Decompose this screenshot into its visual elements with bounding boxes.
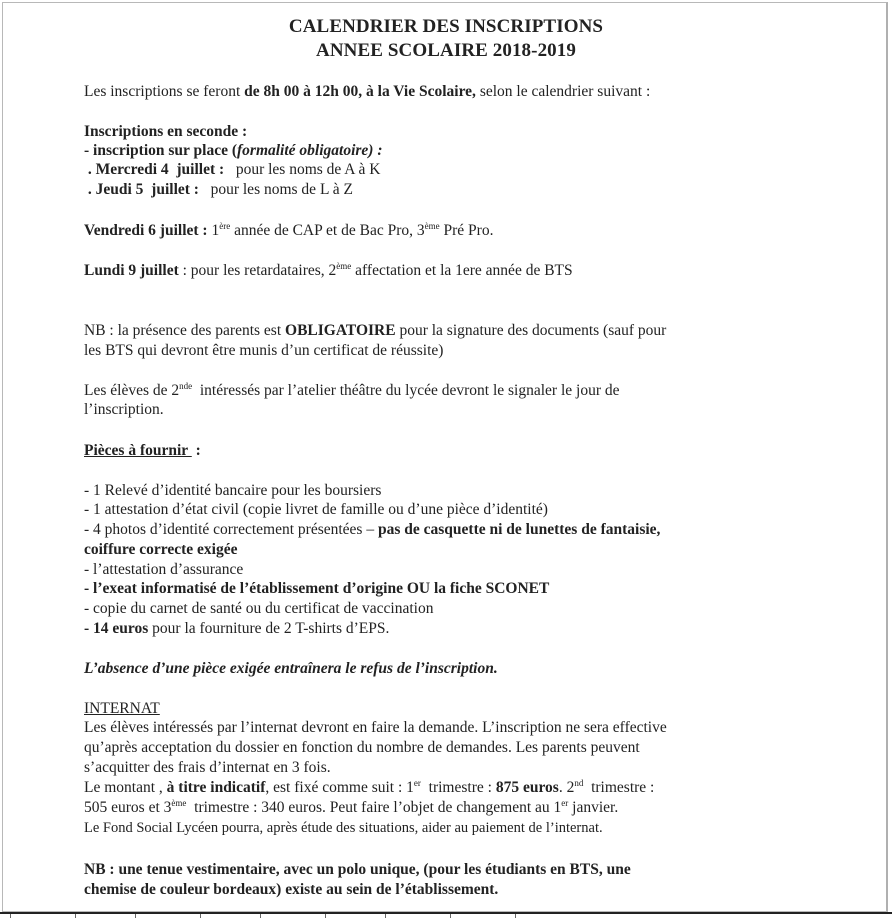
p2-line2-c: janvier.	[568, 799, 619, 816]
piece-item	[84, 619, 389, 639]
internat-heading-text: INTERNAT	[84, 700, 160, 717]
pieces-warning-text: L’absence d’une pièce exigée entraînera le refus de l’inscription.	[84, 660, 498, 677]
p2-line2-b: trimestre : 340 euros. Peut faire l’objet de changement au 1	[186, 799, 562, 816]
p2-sup2: nd	[574, 778, 584, 788]
p2-d: . 2	[558, 779, 575, 796]
day2-label: . Jeudi 5 juillet :	[84, 181, 199, 198]
p2-e: trimestre :	[583, 779, 655, 796]
nb-parents-line1	[84, 321, 666, 341]
seconde-heading	[84, 122, 247, 142]
seconde-day-2	[84, 180, 353, 200]
day1-text: pour les noms de A à K	[224, 161, 381, 178]
intro-bold-hours: de 8h 00 à 12h 00, à la Vie Scolaire,	[244, 83, 476, 100]
lundi-label: Lundi 9 juillet	[84, 262, 179, 279]
vendredi-mid: année de CAP et de Bac Pro, 3	[230, 222, 425, 239]
seconde-heading-text: Inscriptions en seconde :	[84, 123, 248, 140]
p2-bold1: à titre indicatif	[166, 779, 266, 796]
theatre-sup: nde	[179, 381, 193, 391]
p2-line2-a: 505 euros et 3	[84, 799, 172, 816]
document-subtitle: ANNEE SCOLAIRE 2018-2019	[316, 40, 576, 61]
day1-label: . Mercredi 4 juillet :	[84, 161, 225, 178]
vendredi-line	[84, 221, 493, 241]
p2-c: trimestre :	[420, 779, 496, 796]
scan-artifacts	[0, 914, 892, 918]
theatre-line1	[84, 381, 619, 401]
pieces-warning	[84, 659, 498, 679]
piece-item-continued	[84, 540, 237, 560]
pieces-heading	[84, 441, 201, 461]
lundi-text1: : pour les retardataires, 2	[178, 262, 337, 279]
piece-item: - 1 attestation d’état civil (copie livret de famille ou d’une pièce d’identité)	[84, 501, 548, 518]
day2-text: pour les noms de L à Z	[198, 181, 353, 198]
internat-heading	[84, 699, 160, 719]
seconde-subheading	[84, 141, 383, 161]
vendredi-end: Pré Pro.	[439, 222, 494, 239]
seconde-sub-italic: formalité obligatoire) :	[237, 142, 383, 159]
vendredi-sup2: ème	[424, 221, 440, 231]
nb-tenue-line2	[84, 880, 498, 900]
internat-p1-line3: s’acquitter des frais d’internat en 3 fois.	[84, 759, 331, 776]
theatre-pre: Les élèves de 2	[84, 382, 180, 399]
theatre-post: intéressés par l’atelier théâtre du lycée devront le signaler le jour de	[192, 382, 620, 399]
vendredi-num1: 1	[207, 222, 220, 239]
internat-p1-line1: Les élèves intéressés par l’internat devront en faire la demande. L’inscription ne sera effective	[84, 719, 667, 736]
internat-p2-line1	[84, 778, 654, 798]
internat-p1-line2: qu’après acceptation du dossier en fonction du nombre de demandes. Les parents peuvent	[84, 739, 640, 756]
document-title: CALENDRIER DES INSCRIPTIONS	[288, 16, 604, 37]
seconde-day-1	[84, 160, 380, 180]
piece-item-bold: - 14 euros	[84, 620, 149, 637]
nb-parents-line2: les BTS qui devront être munis d’un certificat de réussite)	[84, 342, 444, 359]
p2-b: , est fixé comme suit : 1	[265, 779, 414, 796]
nb-parents-post: pour la signature des documents (sauf pour	[395, 322, 667, 339]
lundi-text2: affectation et la 1ere année de BTS	[351, 262, 573, 279]
internat-p2-line2	[84, 798, 618, 818]
nb-parents-bold: OBLIGATOIRE	[285, 322, 396, 339]
piece-item-bold: pas de casquette ni de lunettes de fantaisie,	[377, 521, 661, 538]
piece-item-text: pour la fourniture de 2 T-shirts d’EPS.	[148, 620, 390, 637]
p2-sup1: er	[413, 778, 421, 788]
nb-tenue-text2: chemise de couleur bordeaux) existe au sein de l’établissement.	[84, 881, 499, 898]
piece-item: - l’attestation d’assurance	[84, 561, 244, 578]
piece-item: - copie du carnet de santé ou du certificat de vaccination	[84, 600, 434, 617]
piece-item-bold-line2: coiffure correcte exigée	[84, 541, 238, 558]
p2-line2-sup2: er	[561, 798, 569, 808]
intro-text: Les inscriptions se feront	[84, 83, 245, 100]
internat-p3: Le Fond Social Lycéen pourra, après étude des situations, aider au paiement de l’internat.	[84, 820, 603, 836]
intro-text-end: selon le calendrier suivant :	[475, 83, 651, 100]
piece-item: - 1 Relevé d’identité bancaire pour les boursiers	[84, 482, 382, 499]
p2-a: Le montant ,	[84, 779, 167, 796]
intro-paragraph	[84, 82, 650, 102]
seconde-sub-bold: - inscription sur place (	[84, 142, 237, 159]
pieces-heading-colon: :	[191, 442, 201, 459]
nb-tenue-text1: NB : une tenue vestimentaire, avec un polo unique, (pour les étudiants en BTS, une	[84, 861, 631, 878]
piece-item-bold: - l’exeat informatisé de l’établissement d’origine OU la fiche SCONET	[84, 580, 550, 597]
pieces-heading-text: Pièces à fournir	[84, 442, 192, 459]
piece-item	[84, 520, 660, 540]
vendredi-sup1: ère	[219, 221, 231, 231]
lundi-line	[84, 261, 573, 281]
nb-tenue-line1	[84, 860, 631, 880]
piece-item-text: - 4 photos d’identité correctement présentées –	[84, 521, 378, 538]
p2-bold2: 875 euros	[495, 779, 559, 796]
p2-line2-sup: ème	[171, 798, 187, 808]
piece-item	[84, 579, 549, 599]
nb-parents-pre: NB : la présence des parents est	[84, 322, 286, 339]
vendredi-label: Vendredi 6 juillet :	[84, 222, 208, 239]
theatre-line2: l’inscription.	[84, 401, 164, 418]
lundi-sup: ème	[336, 261, 352, 271]
